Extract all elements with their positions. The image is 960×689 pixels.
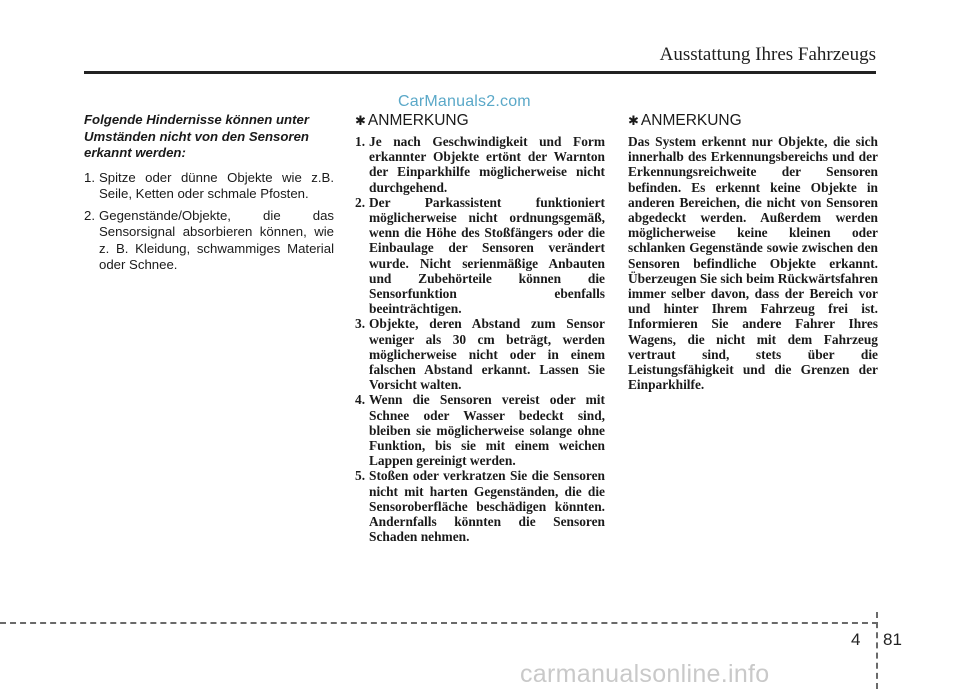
list-text: Gegenstände/Objekte, die das Sensorsignal absorbieren können, wie z. B. Kleidung, schwammiges Material oder Schnee. [99, 207, 334, 272]
list-number: 3. [355, 316, 366, 332]
watermark-top: CarManuals2.com [398, 93, 531, 110]
watermark-bottom: carmanualsonline.info [520, 660, 770, 688]
list-number: 1. [84, 169, 95, 185]
page-separator [876, 612, 878, 689]
header-rule [84, 71, 876, 74]
list-text: Wenn die Sensoren vereist oder mit Schnee oder Wasser bedeckt sind, bleiben sie möglicherweise solange ohne Funktion, bis sie mit einem weichen Lappen gereinigt werden. [369, 392, 605, 469]
list-item [355, 468, 605, 544]
list-number: 5. [355, 468, 366, 484]
page-number: 81 [883, 630, 902, 649]
note-paragraph: Das System erkennt nur Objekte, die sich innerhalb des Erkennungsbereichs und der Erkennungsreichweite der Sensoren befinden. Es erkennt keine Objekte in anderen Bereichen, die nicht von Sensoren abgedeckt werden. Außerdem werden möglicherweise keine kleinen oder schlanken Gegenstände sowie zwischen den Sensoren befindliche Objekte erkannt. Überzeugen Sie sich beim Rückwärtsfahren immer selber davon, dass der Bereich vor und hinter Ihrem Fahrzeug frei ist. Informieren Sie andere Fahrer Ihres Wagens, die nicht mit dem Fahrzeug vertraut sind, stets über die Leistungsfähigkeit und die Grenzen der Einparkhilfe. [628, 134, 878, 393]
asterisk-icon: ✱ [355, 113, 366, 128]
footer-rule [0, 622, 878, 624]
column-3 [628, 112, 878, 392]
column-2 [355, 112, 605, 544]
list-item [355, 195, 605, 317]
list-item [355, 392, 605, 468]
note-list [355, 134, 605, 544]
list-text: Spitze oder dünne Objekte wie z.B. Seile, Ketten oder schmale Pfosten. [99, 169, 334, 201]
list-number: 1. [355, 134, 366, 149]
list-item [355, 316, 605, 392]
list-item [84, 170, 334, 203]
list-text: Der Parkassistent funktioniert möglicherweise nicht ordnungsgemäß, wenn die Höhe des Stoßfängers oder die Einbaulage der Sensoren verändert wurde. Nicht serienmäßige Anbauten und Zubehörteile können die Sensorfunktion ebenfalls beeinträchtigen. [369, 194, 605, 317]
intro-text: Folgende Hindernisse können unter Umständen nicht von den Sensoren erkannt werden: [84, 112, 309, 160]
chapter-number: 4 [851, 630, 861, 649]
note-heading-label: ANMERKUNG [640, 112, 742, 129]
asterisk-icon: ✱ [628, 113, 639, 128]
note-heading [355, 112, 605, 130]
list-text: Stoßen oder verkratzen Sie die Sensoren nicht mit harten Gegenständen, die die Sensoroberfläche beschädigen könnten. Andernfalls könnten die Sensoren Schaden nehmen. [369, 468, 605, 545]
obstacle-list [84, 170, 334, 274]
list-number: 2. [84, 207, 95, 223]
list-text: Je nach Geschwindigkeit und Form erkannter Objekte ertönt der Warnton der Einparkhilfe möglicherweise nicht durchgehend. [369, 134, 605, 195]
list-item [355, 134, 605, 195]
list-number: 2. [355, 194, 366, 210]
note-heading [628, 112, 878, 130]
list-item [84, 208, 334, 274]
header-title: Ausstattung Ihres Fahrzeugs [659, 44, 876, 65]
list-number: 4. [355, 392, 366, 408]
column-1 [84, 112, 334, 279]
note-heading-label: ANMERKUNG [367, 112, 469, 129]
list-text: Objekte, deren Abstand zum Sensor weniger als 30 cm beträgt, werden möglicherweise nicht oder in einem falschen Abstand erkannt. Lassen Sie Vorsicht walten. [369, 316, 605, 393]
